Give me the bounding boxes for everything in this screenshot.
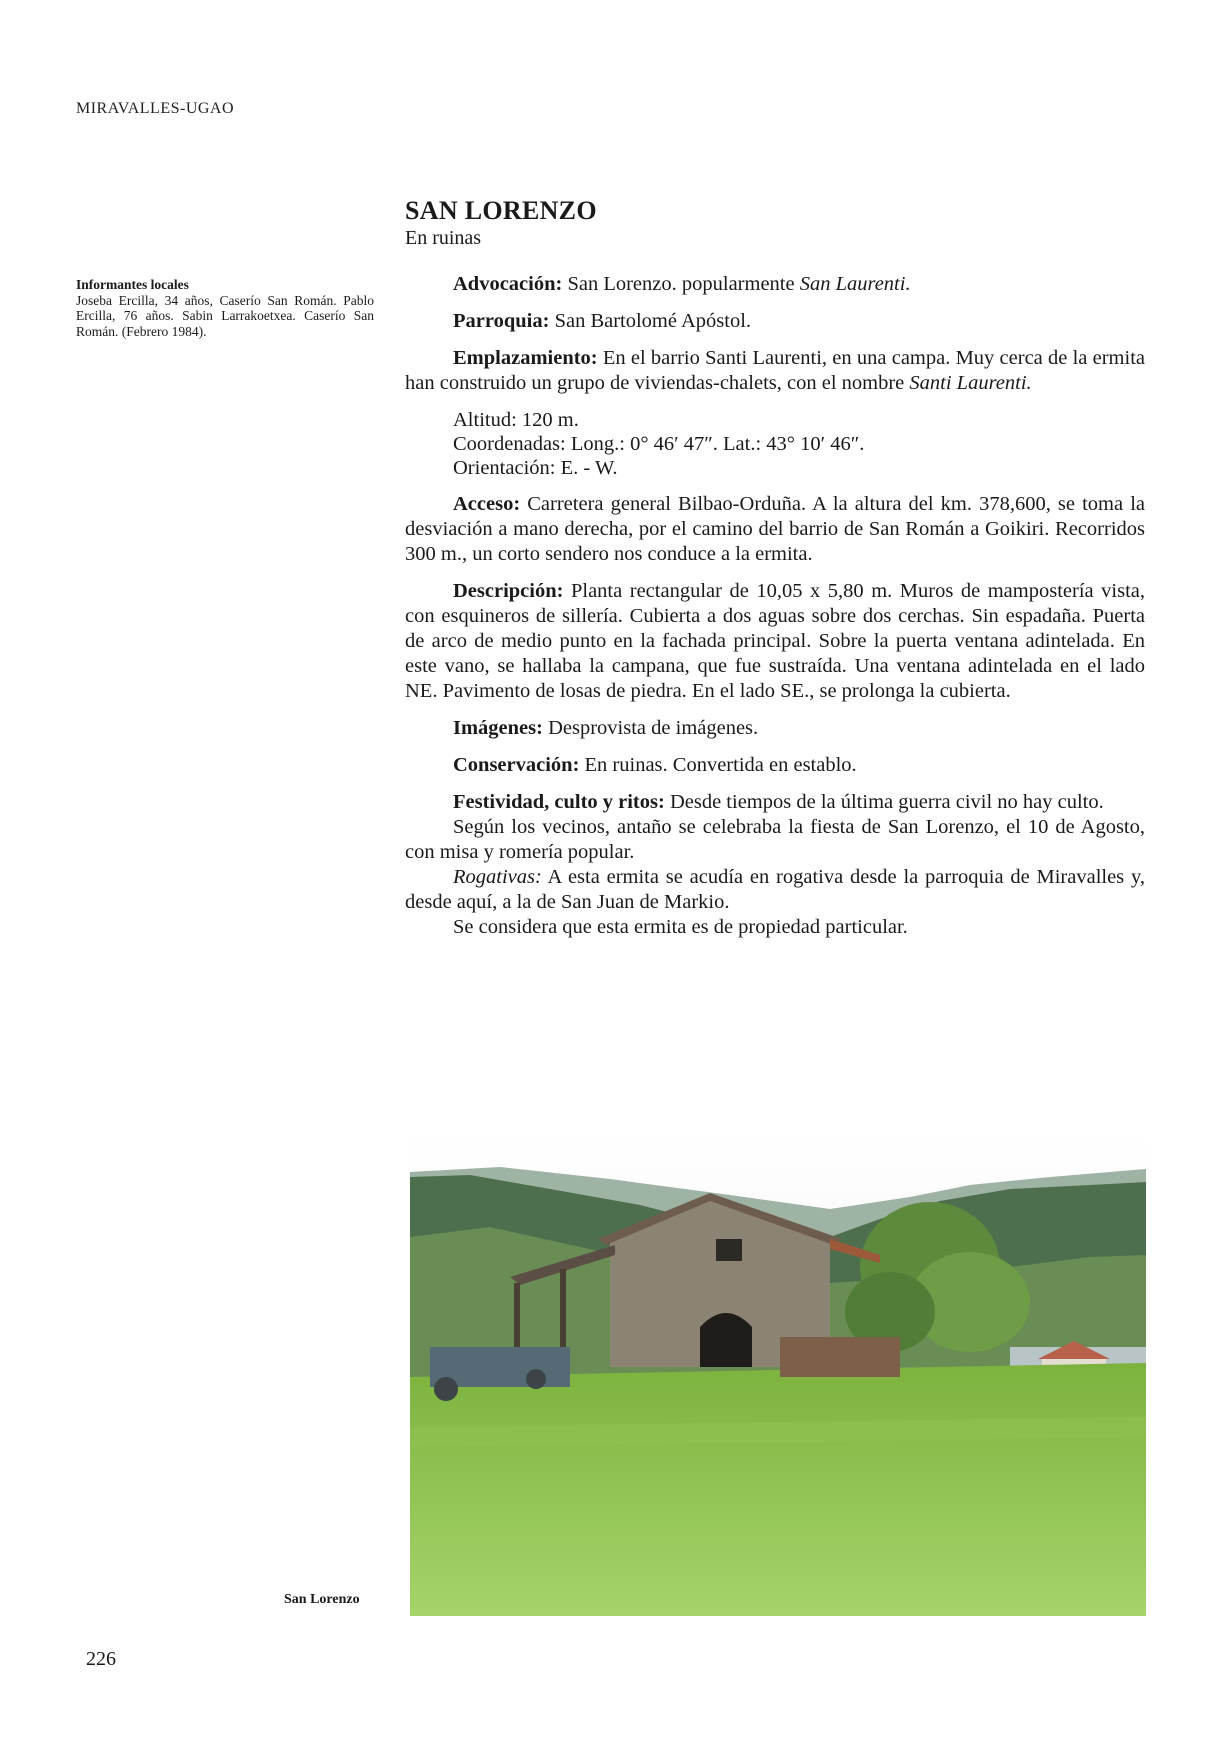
section-advocacion [405,272,1145,297]
informants-heading: Informantes locales [76,277,189,292]
section-festividad [405,790,1145,815]
imagenes-label: Imágenes: [453,717,543,739]
main-text [405,272,1145,940]
conservacion-label: Conservación: [453,754,580,776]
section-conservacion [405,753,1145,778]
section-imagenes [405,716,1145,741]
parroquia-label: Parroquia: [453,310,550,332]
advocacion-text: San Lorenzo. popularmente [562,273,800,295]
informants-sidenote [76,277,374,339]
descripcion-label: Descripción: [453,580,564,602]
section-acceso [405,492,1145,567]
emplazamiento-label: Emplazamiento: [453,347,598,369]
photo-caption: San Lorenzo [284,1592,360,1607]
parroquia-text: San Bartolomé Apóstol. [549,310,752,332]
festividad-paragraph-3 [405,865,1145,915]
festividad-paragraph-2: Según los vecinos, antaño se celebraba la fiesta de San Lorenzo, el 10 de Agosto, con misa y romería popular. [405,816,1145,863]
acceso-label: Acceso: [453,493,521,515]
section-parroquia [405,309,1145,334]
festividad-text: Desde tiempos de la última guerra civil no hay culto. [664,791,1104,813]
descripcion-text: Planta rectangular de 10,05 x 5,80 m. Muros de mampostería vista, con esquineros de sillería. Cubierta a dos aguas sobre dos cerchas. Sin espadaña. Puerta de arco de medio punto en la fachada principal. Sobre la puerta ventana adintelada. En este vano, se hallaba la campana, que fue sustraída. Una ventana adintelada en el lado NE. Pavimento de losas de piedra. En el lado SE., se prolonga la cubierta. [405,580,1145,702]
section-descripcion [405,579,1145,704]
page-title: SAN LORENZO [405,196,597,225]
rogativas-label: Rogativas: [453,866,542,888]
festividad-label: Festividad, culto y ritos: [453,791,665,813]
section-emplazamiento [405,346,1145,396]
hermitage-photo [410,1127,1146,1616]
page-number: 226 [86,1648,116,1670]
location-data [453,408,1145,480]
orientacion: Orientación: E. - W. [453,457,618,479]
informants-text: Joseba Ercilla, 34 años, Caserío San Román. Pablo Ercilla, 76 años. Sabin Larrakoetxea. Caserío San Román. (Febrero 1984). [76,292,374,339]
page-subtitle: En ruinas [405,227,482,249]
festividad-paragraph-4: Se considera que esta ermita es de propiedad particular. [453,916,908,938]
emplazamiento-text: En el barrio Santi Laurenti, en una campa. Muy cerca de la ermita han construido un grupo de viviendas-chalets, con el nombre [405,347,1145,394]
advocacion-italic: San Laurenti. [799,273,911,295]
emplazamiento-italic: Santi Laurenti. [909,372,1032,394]
altitud: Altitud: 120 m. [453,409,579,431]
conservacion-text: En ruinas. Convertida en establo. [579,754,857,776]
rogativas-text: A esta ermita se acudía en rogativa desde la parroquia de Miravalles y, desde aquí, a la de San Juan de Markio. [405,866,1145,913]
advocacion-label: Advocación: [453,273,563,295]
imagenes-text: Desprovista de imágenes. [542,717,759,739]
running-head: MIRAVALLES-UGAO [76,100,235,117]
coordenadas: Coordenadas: Long.: 0° 46′ 47″. Lat.: 43° 10′ 46″. [453,433,865,455]
acceso-text: Carretera general Bilbao-Orduña. A la altura del km. 378,600, se toma la desviación a mano derecha, por el camino del barrio de San Román a Goikiri. Recorridos 300 m., un corto sendero nos conduce a la ermita. [405,493,1145,565]
